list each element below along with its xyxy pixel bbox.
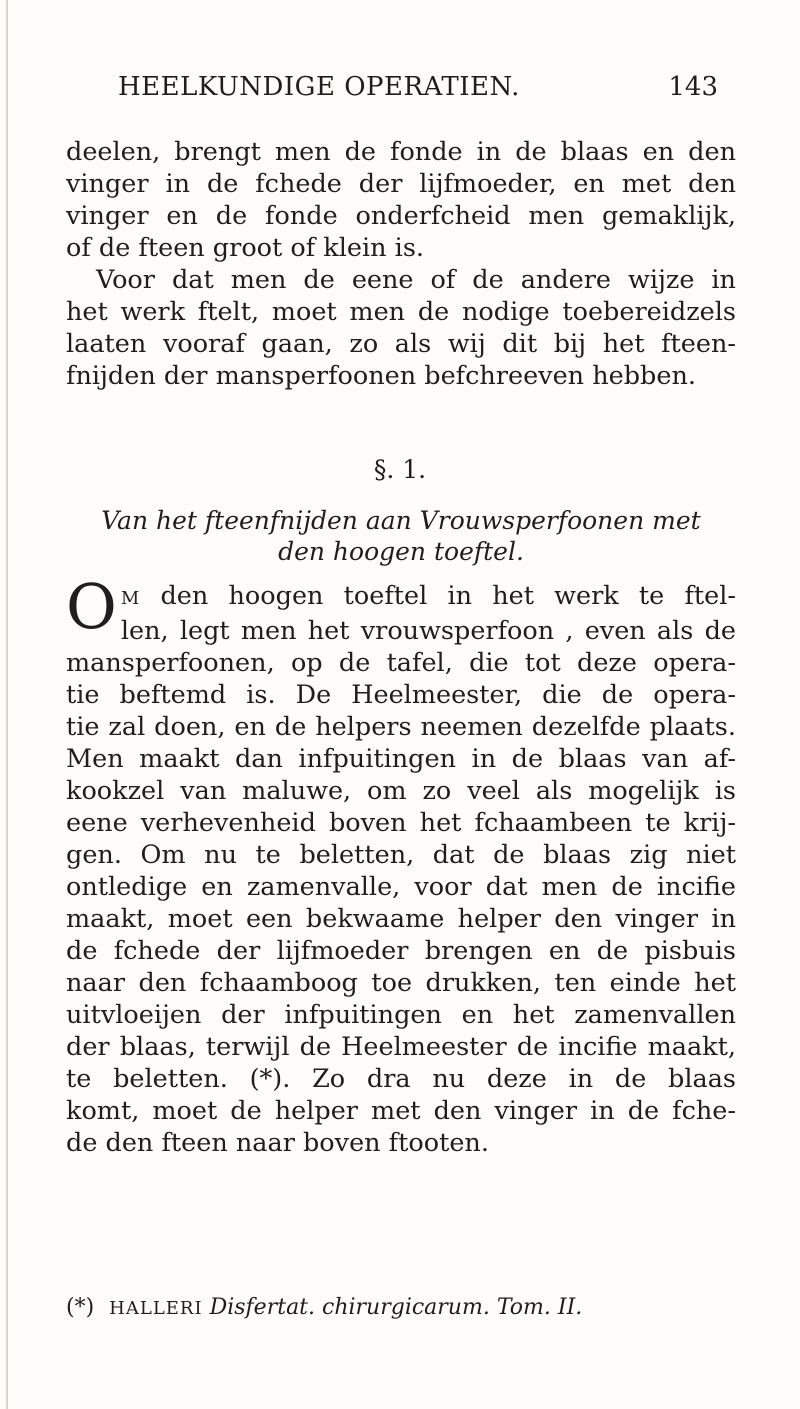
text-line: fnijden der mansperfoonen befchreeven hebben. [66,361,696,391]
text-line: het werk ftelt, moet men de nodige toebereidzels [66,297,736,327]
drop-cap: O [66,570,117,643]
text-line: of de fteen groot of klein is. [66,233,425,263]
text-line: vinger en de fonde onderfcheid men gemaklijk, [66,201,736,231]
paragraph-3 [66,570,736,1159]
text-line: deelen, brengt men de fonde in de blaas en den [66,137,736,167]
text-line: uitvloeijen der infpuitingen en het zamenvallen [66,1000,736,1030]
text-line: laaten vooraf gaan, zo als wij dit bij het fteen- [66,329,736,359]
page-number: 143 [668,72,718,102]
text-line: tie beftemd is. De Heelmeester, die de opera- [66,680,736,710]
text-line: ontledige en zamenvalle, voor dat men de incifie [66,872,736,902]
text-line: der blaas, terwijl de Heelmeester de incifie maakt, [66,1032,736,1062]
small-caps-text: M [120,588,141,609]
text-line: Voor dat men de eene of de andere wijze in [96,265,736,295]
text-line: maakt, moet een bekwaame helper den vinger in [66,904,736,934]
page-header [118,72,718,108]
text-line-rest: den hoogen toeftel in het werk te ftel- [140,581,736,611]
text-line: gen. Om nu te beletten, dat de blaas zig niet [66,840,736,870]
text-line: naar den fchaamboog toe drukken, ten einde het [66,968,736,998]
section-title-line: den hoogen toeftel. [278,537,524,566]
section-title-line: Van het fteenfnijden aan Vrouwsperfoonen met [101,506,701,535]
footnote-author: HALLERI [109,1298,203,1319]
footnote [66,1295,736,1320]
text-line: vinger in de fchede der lijfmoeder, en met den [66,169,736,199]
text-line: Men maakt dan infpuitingen in de blaas van af- [66,744,736,774]
text-line: de fchede der lijfmoeder brengen en de pisbuis [66,936,736,966]
text-line: tie zal doen, en de helpers neemen dezelfde plaats. [66,712,736,742]
section-title [66,505,736,567]
paragraph-1 [66,136,736,392]
text-line [121,580,736,615]
text-line: mansperfoonen, op de tafel, die tot deze opera- [66,648,736,678]
footnote-mark: (*) [66,1295,95,1320]
section-number: §. 1. [373,455,427,484]
running-title: HEELKUNDIGE OPERATIEN. [118,72,520,102]
page-edge-divider [6,0,8,1409]
footnote-source: Disfertat. chirurgicarum. Tom. II. [209,1295,583,1320]
text-line: len, legt men het vrouwsperfoon , even als de [120,616,736,646]
text-line: komt, moet de helper met den vinger in de fche- [66,1096,736,1126]
text-line: te beletten. (*). Zo dra nu deze in de blaas [66,1064,736,1094]
text-line: eene verhevenheid boven het fchaambeen te krij- [66,808,736,838]
text-line: kookzel van maluwe, om zo veel als mogelijk is [66,776,736,806]
text-line: de den fteen naar boven ftooten. [66,1128,489,1158]
